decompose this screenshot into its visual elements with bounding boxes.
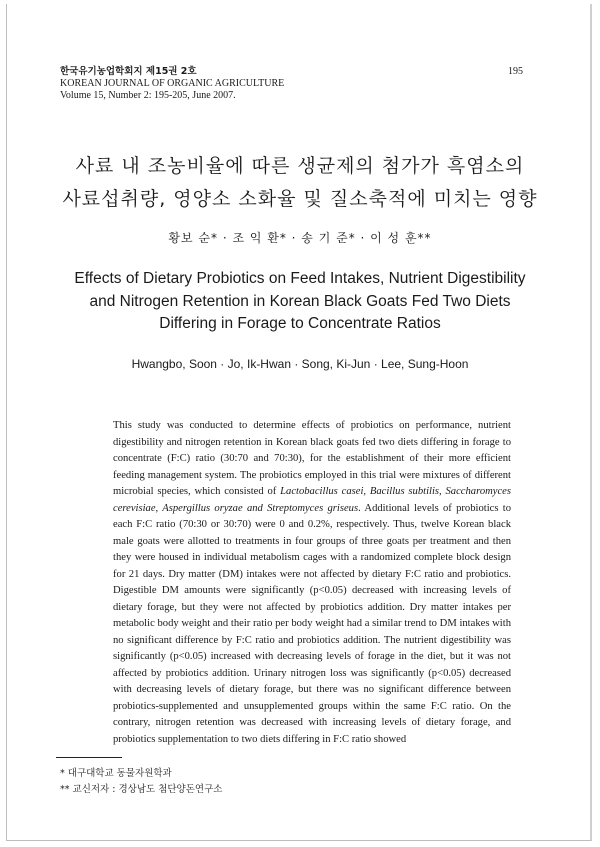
title-korean <box>0 150 600 216</box>
footnotes <box>60 766 222 798</box>
title-english <box>0 268 600 336</box>
footnote-divider <box>56 757 122 758</box>
title-english-line-1: Effects of Dietary Probiotics on Feed Intakes, Nutrient Digestibility <box>74 270 526 287</box>
authors-english: Hwangbo, Soon · Jo, Ik-Hwan · Song, Ki-Jun · Lee, Sung-Hoon <box>131 357 469 371</box>
title-korean-line-2: 사료섭취량, 영양소 소화율 및 질소축적에 미치는 영향 <box>62 188 538 210</box>
footnote-affiliation: * 대구대학교 동물자원학과 <box>60 768 172 779</box>
footnote-corresponding-author: ** 교신저자 : 경상남도 첨단양돈연구소 <box>60 784 223 795</box>
journal-name-korean: 한국유기농업학회지 제15권 2호 <box>60 66 197 77</box>
title-english-line-3: Differing in Forage to Concentrate Ratios <box>159 315 441 332</box>
abstract-text-1: This study was conducted to determine effects of probiotics on performance, nutrient digestibility and nitrogen retention in Korean black goats fed two diets differing in forage to concentrate (F:C) ratio (30:70 and 70:30), for the establishment of their more efficient feeding management system. The probiotics employed in this trial were mixtures of different microbial species, which consisted of <box>113 420 511 497</box>
journal-volume-info: Volume 15, Number 2: 195-205, June 2007. <box>60 90 236 101</box>
abstract <box>113 418 511 748</box>
journal-name-english: KOREAN JOURNAL OF ORGANIC AGRICULTURE <box>60 78 285 89</box>
title-korean-line-1: 사료 내 조농비율에 따른 생균제의 첨가가 흑염소의 <box>75 155 525 177</box>
abstract-text-2: . Additional levels of probiotics to each F:C ratio (70:30 or 30:70) were 0 and 0.2%, respectively. Thus, twelve Korean black male goats were allotted to treatments in four groups of three goats per treatment and then they were housed in individual metabolism cages with a randomized complete block design for 21 days. Dry matter (DM) intakes were not affected by dietary F:C ratio and probiotics. Digestible DM amounts were significantly (p<0.05) decreased with increasing levels of dietary forage, but they were not affected by probiotics addition. Dry matter intakes per metabolic body weight and their ratio per body weight had a similar trend to DM intakes with no significant difference by F:C ratio and probiotics addition. The nutrient digestibility was significantly (p<0.05) increased with decreasing levels of forage in the diet, but it was not affected by probiotics addition. Urinary nitrogen loss was significantly (p<0.05) decreased with decreasing levels of dietary forage, but there was no significant difference between probiotics-supplemented and unsupplemented groups within the same F:C ratio. On the contrary, nitrogen retention was decreased with increasing levels of dietary forage, and probiotics supplementation to two diets differing in F:C ratio showed <box>113 502 511 745</box>
abstract-species-list: Lactobacillus casei, Bacillus subtilis, Saccharomyces cerevisiae, Aspergillus oryzae and Streptomyces griseus <box>113 486 512 514</box>
journal-header <box>60 66 284 102</box>
title-english-line-2: and Nitrogen Retention in Korean Black Goats Fed Two Diets <box>89 292 511 310</box>
authors-korean: 황보 순* · 조 익 환* · 송 기 준* · 이 성 훈** <box>168 231 432 245</box>
page-number: 195 <box>508 66 523 77</box>
